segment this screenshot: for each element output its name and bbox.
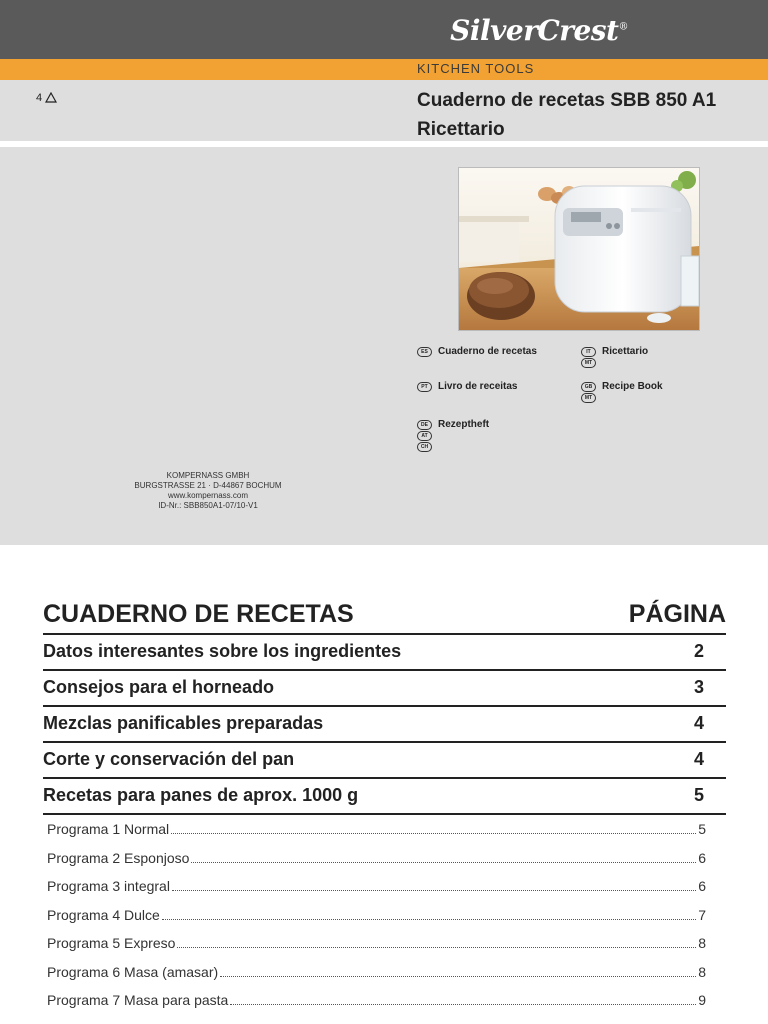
toc-subsection-label: Programa 3 integral [47, 878, 170, 894]
toc-section-row[interactable] [43, 745, 726, 779]
toc-section-page: 4 [693, 749, 704, 769]
toc-subsection-page: 7 [698, 906, 706, 923]
table-of-contents [43, 600, 726, 1015]
language-item-pt: PT Livro de receitas [417, 381, 517, 392]
language-list [417, 346, 717, 456]
toc-section-label: Datos interesantes sobre los ingredientes [43, 641, 402, 661]
triangle-icon [45, 92, 57, 103]
product-line-bar [0, 59, 768, 80]
toc-subsection-page: 8 [698, 935, 706, 951]
cover-titles [417, 86, 716, 144]
toc-section-label: Consejos para el horneado [43, 677, 275, 697]
toc-section-row[interactable] [43, 673, 726, 707]
toc-subsection-label: Programa 2 Esponjoso [47, 849, 190, 866]
toc-subsection-row[interactable] [43, 958, 726, 987]
toc-title: CUADERNO DE RECETAS [43, 600, 354, 628]
cover-subtitle: Ricettario [417, 119, 505, 140]
brand-bar [0, 0, 768, 59]
language-item-es: ES Cuaderno de recetas [417, 346, 537, 357]
toc-leader-dots [230, 994, 696, 1005]
toc-leader-dots [177, 937, 696, 948]
toc-subsection-row[interactable] [43, 986, 726, 1015]
language-item-gb: GB Recipe Book MT [581, 381, 663, 403]
toc-leader-dots [171, 823, 696, 834]
toc-page-header: PÁGINA [628, 600, 726, 628]
toc-section-page: 4 [693, 713, 704, 733]
toc-subsection-page: 9 [698, 992, 706, 1008]
language-item-de: DE Rezeptheft AT CH [417, 419, 489, 452]
toc-section-page: 2 [693, 641, 704, 661]
product-line-label: KITCHEN TOOLS [417, 61, 535, 76]
toc-subsection-label: Programa 7 Masa para pasta [47, 992, 229, 1008]
toc-leader-dots [220, 966, 696, 977]
toc-subsection-row[interactable] [43, 844, 726, 873]
toc-leader-dots [172, 880, 696, 891]
cover-title: Cuaderno de recetas SBB 850 A1 [417, 90, 717, 111]
toc-subsection-label: Programa 4 Dulce [47, 906, 160, 923]
toc-section-label: Recetas para panes de aprox. 1000 g [43, 785, 359, 805]
toc-section-label: Mezclas panificables preparadas [43, 713, 324, 733]
language-item-it: IT Ricettario MT [581, 346, 648, 368]
product-photo [458, 167, 700, 331]
toc-subsection-label: Programa 6 Masa (amasar) [47, 963, 219, 980]
toc-subsection-row[interactable] [43, 901, 726, 930]
toc-section-label: Corte y conservación del pan [43, 749, 295, 769]
toc-subsection-page: 5 [698, 821, 706, 837]
company-name: KOMPERNASS GMBH [166, 471, 250, 480]
divider [0, 141, 768, 147]
manufacturer-address [113, 471, 303, 511]
toc-section-row[interactable] [43, 637, 726, 671]
company-street: BURGSTRASSE 21 · D-44867 BOCHUM [134, 481, 282, 490]
toc-subsection-page: 6 [698, 849, 706, 866]
toc-header [43, 600, 726, 635]
toc-subsection-page: 8 [698, 963, 706, 980]
cover-page-number: 4 [36, 92, 57, 104]
toc-subsection-row[interactable] [43, 815, 726, 844]
toc-subsection-label: Programa 5 Expreso [47, 935, 176, 951]
toc-leader-dots [191, 852, 696, 863]
toc-section-row[interactable] [43, 709, 726, 743]
toc-leader-dots [162, 909, 696, 920]
document-id: ID-Nr.: SBB850A1-07/10-V1 [158, 501, 258, 510]
brand-logo: SilverCrest® [450, 14, 628, 47]
company-website: www.kompernass.com [167, 491, 249, 500]
toc-section-page: 3 [693, 677, 704, 697]
bread-maker-photo-image [459, 168, 699, 330]
toc-subsection-row[interactable] [43, 929, 726, 958]
toc-subsection-label: Programa 1 Normal [47, 821, 170, 837]
toc-section-row[interactable] [43, 781, 726, 815]
toc-subsection-page: 6 [698, 878, 706, 894]
toc-section-page: 5 [693, 785, 704, 805]
toc-subsection-row[interactable] [43, 872, 726, 901]
